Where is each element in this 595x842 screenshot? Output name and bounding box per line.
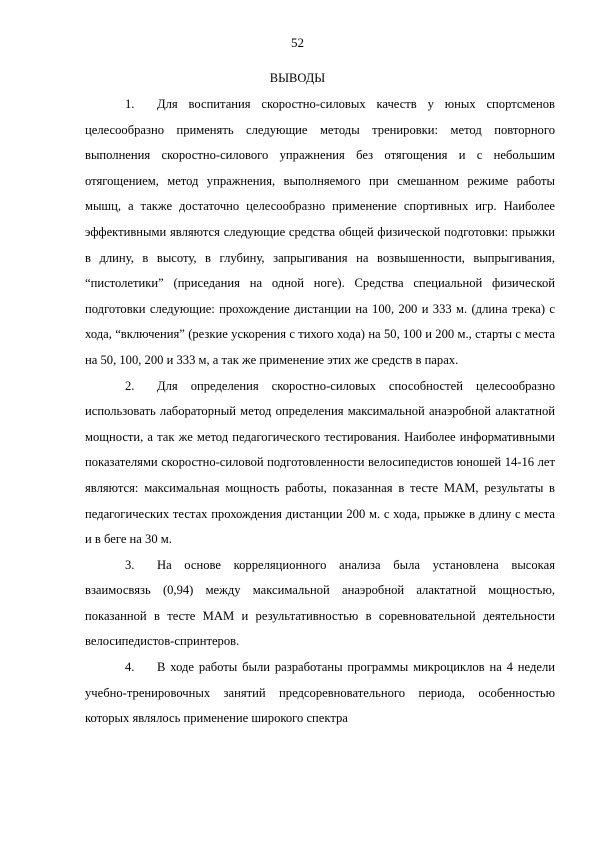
conclusion-text: Для определения скоростно-силовых способностей целесообразно использовать лабораторный метод определения максимальной анаэробной алактатной мощности, а так же метод педагогического тестирования. Наиболее информативными показателями скоростно-силовой подготовленности велосипедистов юношей 14-16 лет являются: максимальная мощность работы, показанная в тесте МАМ, результаты в педагогических тестах прохождения дистанции 200 м. с хода, прыжке в длину с места и в беге на 30 м.: [85, 378, 555, 547]
conclusions-list: [85, 92, 555, 732]
conclusion-item-4: [85, 655, 555, 732]
page-number: 52: [291, 35, 304, 50]
conclusion-text: На основе корреляционного анализа была установлена высокая взаимосвязь (0,94) между максимальной анаэробной алактатной мощностью, показанной в тесте МАМ и результативностью в соревновательной деятельности велосипедистов-спринтеров.: [85, 557, 555, 649]
conclusion-number: 1.: [125, 97, 135, 111]
conclusion-number: 3.: [125, 557, 135, 572]
conclusion-item-2: [85, 374, 555, 553]
conclusion-text: Для воспитания скоростно-силовых качеств у юных спортсменов целесообразно применять следующие методы тренировки: метод повторного выполнения скоростно-силового упражнения без отягощения и с небольшим отягощением, метод упражнения, выполняемого при смешанном режиме работы мышц, а также достаточно целесообразно применение спортивных игр. Наиболее эффективными являются следующие средства общей физической подготовки: прыжки в длину, в высоту, в глубину, запрыгивания на возвышенности, выпрыгивания, “пистолетики” (приседания на одной ноге). Средства специальной физической подготовки следующие: прохождение дистанции на 100, 200 и 333 м. (длина трека) с хода, “включения” (резкие ускорения с тихого хода) на 50, 100 и 200 м., старты с места на 50, 100, 200 и 333 м, а так же применение этих же средств в парах.: [85, 97, 555, 367]
conclusion-item-3: [85, 553, 555, 655]
conclusion-text: В ходе работы были разработаны программы микроциклов на 4 недели учебно-тренировочных занятий предсоревновательного периода, особенностью которых являлось применение широкого спектра: [85, 660, 555, 726]
conclusion-number: 2.: [125, 378, 135, 393]
conclusion-item-1: [85, 92, 555, 374]
section-heading: ВЫВОДЫ: [269, 71, 326, 85]
conclusion-number: 4.: [125, 660, 135, 675]
